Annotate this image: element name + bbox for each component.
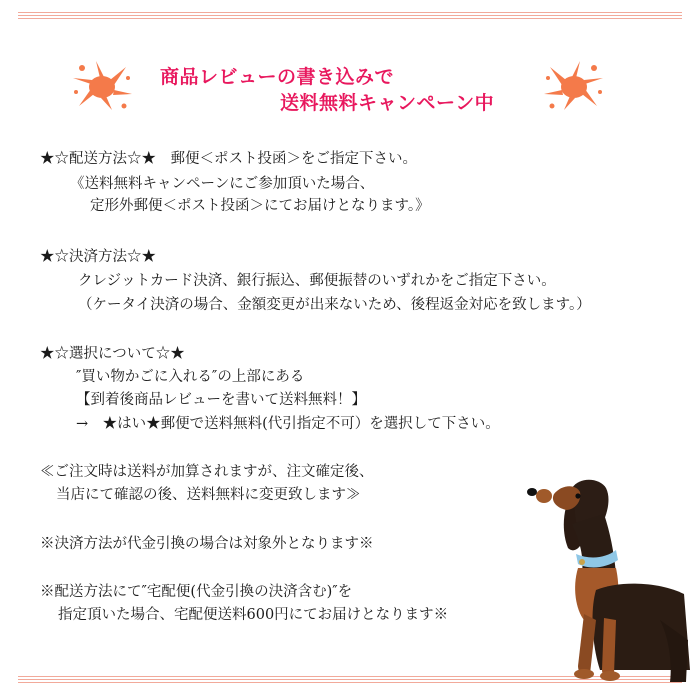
selection-note-1: ″買い物かごに入れる″の上部にある xyxy=(76,369,305,385)
campaign-headline-line-2: 送料無料キャンペーン中 xyxy=(280,92,495,114)
top-stripe-border xyxy=(18,12,682,22)
shipping-method-heading: ★☆配送方法☆★ 郵便＜ポスト投函＞をご指定下さい。 xyxy=(40,151,417,167)
selection-note-2: 【到着後商品レビューを書いて送料無料！】 xyxy=(76,392,366,408)
shipping-campaign-note-2: 定形外郵便＜ポスト投函＞にてお届けとなります。》 xyxy=(90,198,430,214)
shipping-campaign-note-1: 《送料無料キャンペーンにご参加頂いた場合、 xyxy=(70,176,375,192)
delivery-note-line-2: 指定頂いた場合、宅配便送料600円にてお届けとなります※ xyxy=(58,607,449,623)
selection-note-3: → ★はい★郵便で送料無料(代引指定不可）を選択して下さい。 xyxy=(76,416,500,432)
paint-splash-icon xyxy=(542,58,606,112)
delivery-note-line-1: ※配送方法にて″宅配便(代金引換の決済含む)″を xyxy=(40,584,353,600)
payment-methods-text: クレジットカード決済、銀行振込、郵便振替のいずれかをご指定下さい。 xyxy=(78,273,556,289)
cod-excluded-note: ※決済方法が代金引換の場合は対象外となります※ xyxy=(40,536,374,552)
mobile-payment-note: （ケータイ決済の場合、金額変更が出来ないため、後程返金対応を致します。） xyxy=(78,297,591,313)
dachshund-dog-image xyxy=(520,470,690,690)
order-notice-line-2: 当店にて確認の後、送料無料に変更致します≫ xyxy=(56,487,361,503)
paint-splash-icon xyxy=(70,58,134,112)
payment-method-heading: ★☆決済方法☆★ xyxy=(40,249,156,265)
campaign-headline-line-1: 商品レビューの書き込みで xyxy=(160,66,395,88)
selection-heading: ★☆選択について☆★ xyxy=(40,346,185,362)
order-notice-line-1: ≪ご注文時は送料が加算されますが、注文確定後、 xyxy=(40,464,374,480)
